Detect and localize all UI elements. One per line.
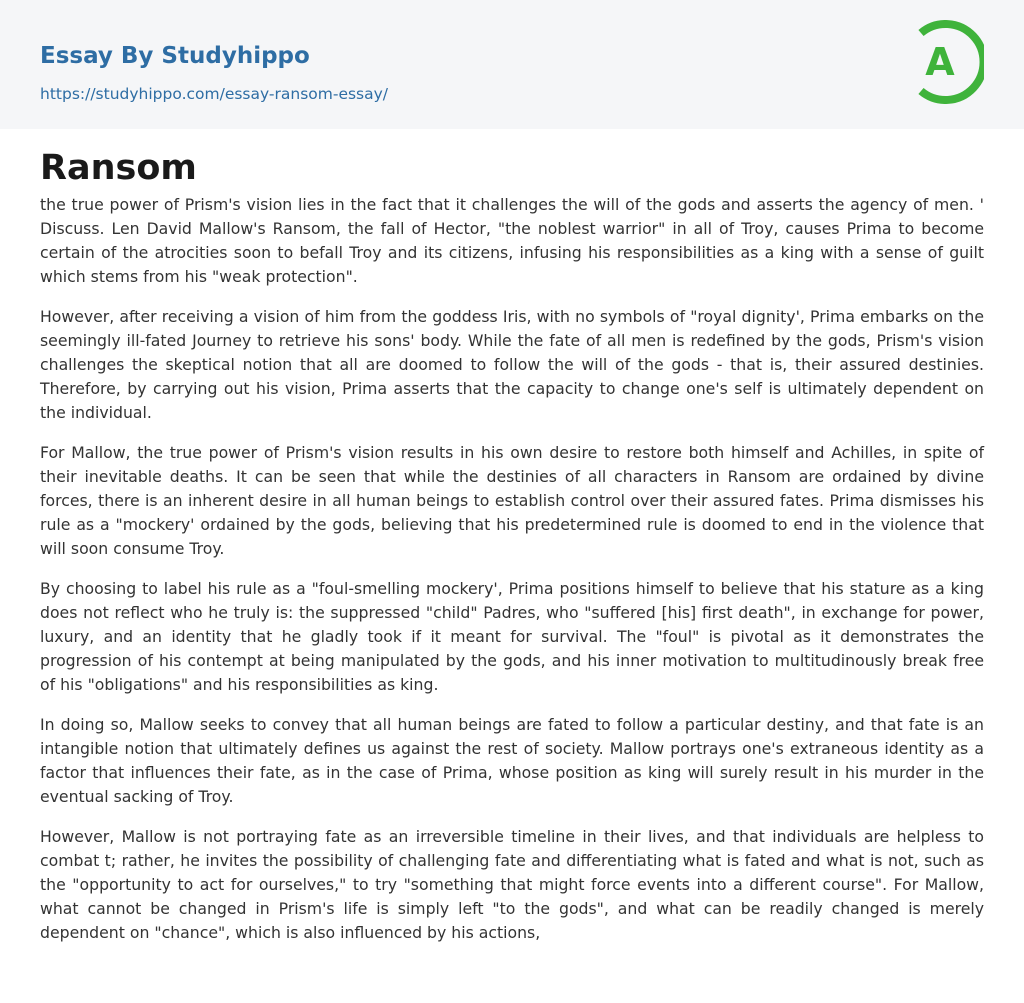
essay-paragraph-4: By choosing to label his rule as a "foul-smelling mockery', Prima positions himself to believe that his stature as a king does not reflect who he truly is: the suppressed "child" Padres, who "suffered [his] first death", in exchange for power, luxury, and an identity that he gladly took if it meant for survival. The "foul" is pivotal as it demonstrates the progression of his contempt at being manipulated by the gods, and his inner motivation to multitudinously break free of his "obligations" and his responsibilities as king. bbox=[40, 579, 984, 694]
site-title: Essay By Studyhippo bbox=[40, 43, 310, 69]
essay-url-link[interactable]: https://studyhippo.com/essay-ransom-essay/ bbox=[40, 85, 389, 103]
logo-letter: A bbox=[925, 40, 955, 84]
site-header bbox=[0, 0, 1024, 129]
essay-content bbox=[40, 147, 984, 961]
essay-paragraph-5: In doing so, Mallow seeks to convey that all human beings are fated to follow a particular destiny, and that fate is an intangible notion that ultimately defines us against the rest of society. Mallow portrays one's extraneous identity as a factor that influences their fate, as in the case of Prima, whose position as king will surely result in his murder in the eventual sacking of Troy. bbox=[40, 715, 984, 806]
essay-paragraph-1: the true power of Prism's vision lies in the fact that it challenges the will of the gods and asserts the agency of men. ' Discuss. Len David Mallow's Ransom, the fall of Hector, "the noblest warrior" in all of Troy, causes Prima to become certain of the atrocities soon to befall Troy and its citizens, infusing his responsibilities as a king with a sense of guilt which stems from his "weak protection". bbox=[40, 195, 984, 286]
essay-paragraph-2: However, after receiving a vision of him from the goddess Iris, with no symbols of "royal dignity', Prima embarks on the seemingly ill-fated Journey to retrieve his sons' body. While the fate of all men is redefined by the gods, Prism's vision challenges the skeptical notion that all are doomed to follow the will of the gods - that is, their assured destinies. Therefore, by carrying out his vision, Prima asserts that the capacity to change one's self is ultimately dependent on the individual. bbox=[40, 307, 984, 422]
studyhippo-logo-icon[interactable] bbox=[912, 20, 984, 104]
essay-paragraph-3: For Mallow, the true power of Prism's vision results in his own desire to restore both himself and Achilles, in spite of their inevitable deaths. It can be seen that while the destinies of all characters in Ransom are ordained by divine forces, there is an inherent desire in all human beings to establish control over their assured fates. Prima dismisses his rule as a "mockery' ordained by the gods, believing that his predetermined rule is doomed to end in the violence that will soon consume Troy. bbox=[40, 443, 984, 558]
essay-title: Ransom bbox=[40, 148, 197, 188]
essay-paragraph-6: However, Mallow is not portraying fate as an irreversible timeline in their lives, and that individuals are helpless to combat t; rather, he invites the possibility of challenging fate and differentiating what is fated and what is not, such as the "opportunity to act for ourselves," to try "something that might force events into a different course". For Mallow, what cannot be changed in Prism's life is simply left "to the gods", and what can be readily changed is merely dependent on "chance", which is also influenced by his actions, bbox=[40, 827, 984, 942]
